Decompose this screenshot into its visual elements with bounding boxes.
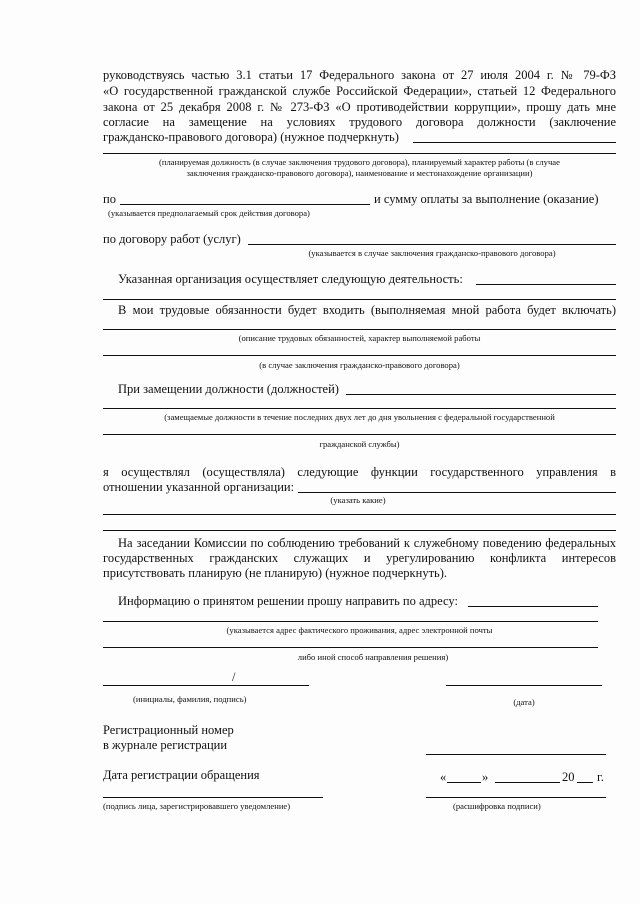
address-field-line-3[interactable] [103, 647, 598, 648]
reg-year-field-line[interactable] [577, 782, 593, 783]
term-hint: (указывается предполагаемый срок действия договора) [108, 208, 310, 218]
duties-label: В мои трудовые обязанности будет входить (выполняемая мной работа будет включать) [118, 303, 616, 317]
year-suffix: г. [597, 770, 604, 784]
positions-field-line-1[interactable] [346, 394, 616, 395]
signature-slash: / [232, 670, 236, 684]
duties-field-line-2[interactable] [103, 355, 616, 356]
position-field-line-1[interactable] [413, 142, 616, 143]
contract-prefix: по договору работ (услуг) [103, 232, 241, 246]
functions-field-line-2[interactable] [103, 514, 616, 515]
positions-label: При замещении должности (должностей) [118, 382, 339, 396]
commission-line3: присутствовать планирую (не планирую) (нужное подчеркнуть). [103, 566, 448, 580]
position-hint-1: (планируемая должность (в случае заключения трудового договора), планируемый характер работы (в случае [159, 157, 560, 167]
address-hint-1: (указывается адрес фактического проживания, адрес электронной почты [226, 625, 493, 635]
positions-field-line-2[interactable] [103, 408, 616, 409]
decode-hint: (расшифровка подписи) [453, 801, 541, 811]
positions-hint-1: (замещаемые должности в течение последних двух лет до дня увольнения с федеральной государственной [164, 412, 555, 422]
functions-hint: (указать какие) [330, 495, 386, 505]
position-field-line-2[interactable] [103, 153, 616, 154]
reg-month-field-line[interactable] [495, 782, 560, 783]
positions-field-line-3[interactable] [103, 434, 616, 435]
date-field-line[interactable] [446, 685, 602, 686]
para1-line3: закона от 25 декабря 2008 г. № 273-ФЗ «О противодействии коррупции», прошу дать мне [103, 100, 616, 114]
term-prefix: по [103, 192, 116, 206]
registrar-hint: (подпись лица, зарегистрировавшего уведомление) [103, 801, 291, 811]
decode-signature-line[interactable] [426, 797, 606, 798]
reg-number-line2: в журнале регистрации [103, 738, 228, 752]
term-field-line[interactable] [120, 204, 370, 205]
functions-field-line-3[interactable] [103, 530, 616, 531]
signature-hint: (инициалы, фамилия, подпись) [133, 694, 247, 704]
address-field-line-2[interactable] [103, 621, 598, 622]
signature-field-line[interactable] [103, 685, 309, 686]
functions-line2: отношении указанной организации: [103, 480, 295, 494]
reg-number-field-line[interactable] [426, 754, 606, 755]
functions-line1: я осуществлял (осуществляла) следующие функции государственного управления в [103, 465, 616, 479]
para1-line5: гражданско-правового договора) (нужное подчеркнуть) [103, 130, 399, 144]
address-field-line-1[interactable] [468, 606, 598, 607]
reg-day-field-line[interactable] [447, 782, 481, 783]
activity-field-line-2[interactable] [103, 299, 616, 300]
para1-line4: согласие на замещение на условиях трудового договора должности (заключение [103, 115, 616, 129]
activity-field-line-1[interactable] [476, 284, 616, 285]
functions-field-line-1[interactable] [298, 492, 616, 493]
term-suffix: и сумму оплаты за выполнение (оказание) [374, 192, 599, 206]
date-hint: (дата) [513, 697, 535, 707]
position-hint-2: заключения гражданско-правового договора), наименование и местонахождение организации) [186, 168, 533, 178]
registrar-signature-line[interactable] [103, 797, 323, 798]
contract-field-line[interactable] [248, 244, 616, 245]
address-hint-2: либо иной способ направления решения) [297, 652, 449, 662]
reg-date-label: Дата регистрации обращения [103, 768, 260, 782]
commission-line1: На заседании Комиссии по соблюдению требований к служебному поведению федеральных [118, 536, 616, 550]
para1-line2: «О государственной гражданской службе Российской Федерации», статьей 12 Федерального [103, 84, 616, 98]
date-close-quote: » [482, 770, 489, 784]
contract-hint: (указывается в случае заключения гражданско-правового договора) [308, 248, 556, 258]
duties-hint-2: (в случае заключения гражданско-правового договора) [259, 360, 460, 370]
date-open-quote: « [440, 770, 447, 784]
activity-label: Указанная организация осуществляет следующую деятельность: [118, 272, 463, 286]
reg-number-line1: Регистрационный номер [103, 723, 234, 737]
para1-line1: руководствуясь частью 3.1 статьи 17 Федерального закона от 27 июля 2004 г. № 79-ФЗ [103, 68, 616, 82]
duties-hint-1: (описание трудовых обязанностей, характер выполняемой работы [238, 333, 481, 343]
address-label: Информацию о принятом решении прошу направить по адресу: [118, 594, 458, 608]
duties-field-line-1[interactable] [103, 329, 616, 330]
commission-line2: государственных гражданских служащих и урегулированию конфликта интересов [103, 551, 616, 565]
positions-hint-2: гражданской службы) [319, 439, 400, 449]
year-prefix: 20 [562, 770, 575, 784]
